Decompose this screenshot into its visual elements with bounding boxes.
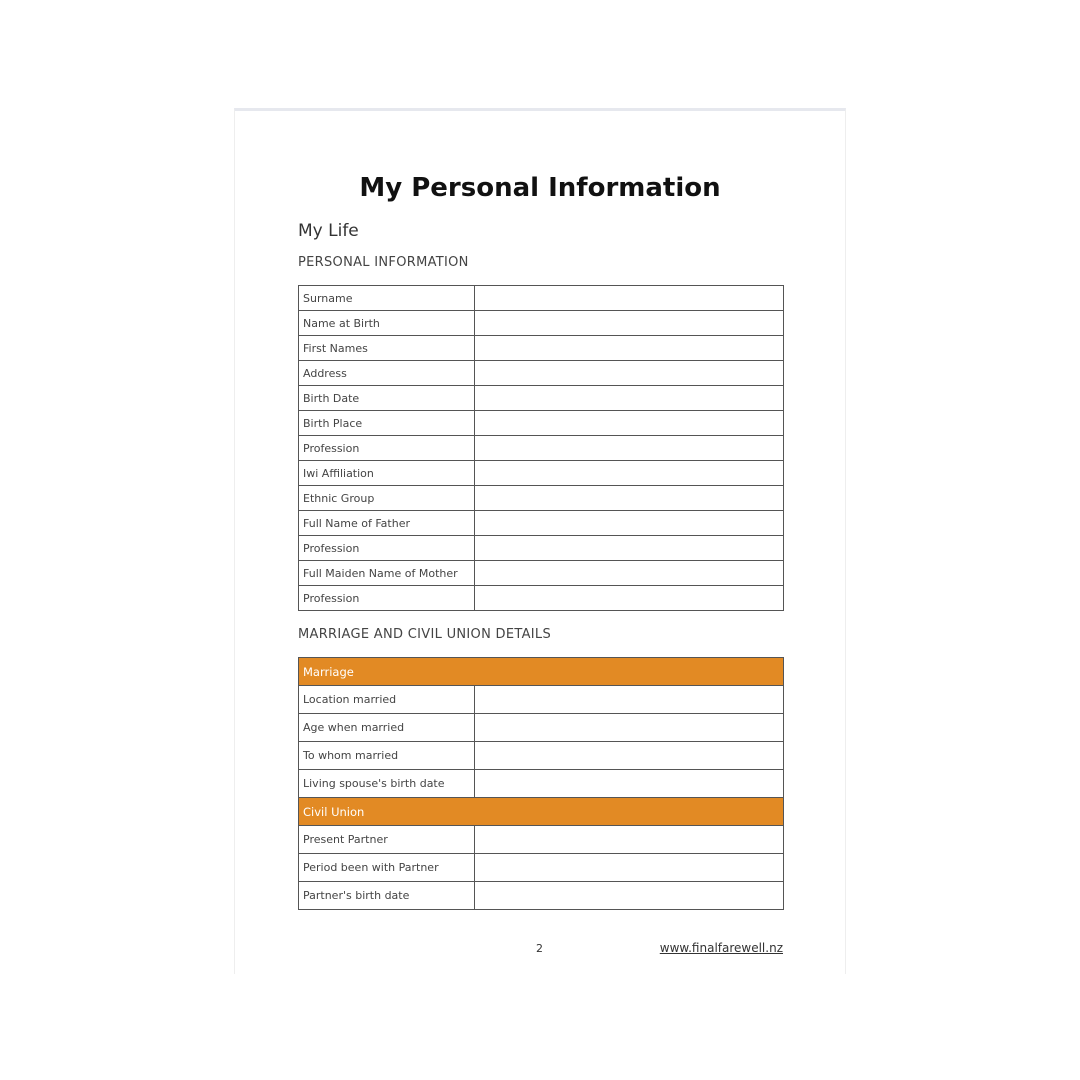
field-input[interactable] [475,486,784,511]
website-link[interactable]: www.finalfarewell.nz [659,941,783,955]
field-input[interactable] [475,386,784,411]
table-row [299,854,784,882]
field-label: Iwi Affiliation [299,461,475,486]
table-row [299,770,784,798]
table-row [299,536,784,561]
marriage-heading: MARRIAGE AND CIVIL UNION DETAILS [298,627,552,642]
field-label: To whom married [299,742,475,770]
field-input[interactable] [475,854,784,882]
field-input[interactable] [475,770,784,798]
field-input[interactable] [475,511,784,536]
field-label: Ethnic Group [299,486,475,511]
civil-union-group-header [299,798,784,826]
field-input[interactable] [475,561,784,586]
field-label: Full Name of Father [299,511,475,536]
field-input[interactable] [475,361,784,386]
document-page [234,108,846,974]
table-row [299,336,784,361]
table-row [299,882,784,910]
field-input[interactable] [475,411,784,436]
table-row [299,361,784,386]
field-input[interactable] [475,286,784,311]
field-input[interactable] [475,742,784,770]
field-label: Name at Birth [299,311,475,336]
field-input[interactable] [475,536,784,561]
field-input[interactable] [475,336,784,361]
table-row [299,461,784,486]
personal-info-heading: PERSONAL INFORMATION [298,255,469,270]
field-label: Location married [299,686,475,714]
field-input[interactable] [475,311,784,336]
personal-info-table [298,285,784,611]
field-input[interactable] [475,436,784,461]
table-row [299,826,784,854]
field-input[interactable] [475,461,784,486]
field-input[interactable] [475,826,784,854]
field-label: Full Maiden Name of Mother [299,561,475,586]
field-label: Present Partner [299,826,475,854]
field-label: Period been with Partner [299,854,475,882]
field-input[interactable] [475,586,784,611]
marriage-group-header [299,658,784,686]
field-label: Birth Date [299,386,475,411]
field-label: Address [299,361,475,386]
field-label: Profession [299,586,475,611]
field-label: Profession [299,536,475,561]
field-label: Profession [299,436,475,461]
marriage-table [298,657,784,910]
table-row [299,286,784,311]
table-row [299,586,784,611]
table-row [299,311,784,336]
field-label: First Names [299,336,475,361]
table-row [299,686,784,714]
field-label: Surname [299,286,475,311]
field-label: Partner's birth date [299,882,475,910]
table-row [299,436,784,461]
table-row [299,386,784,411]
page-number: 2 [536,942,543,955]
page-subtitle: My Life [298,221,359,241]
page-title: My Personal Information [359,173,721,203]
field-input[interactable] [475,714,784,742]
field-label: Living spouse's birth date [299,770,475,798]
field-input[interactable] [475,882,784,910]
table-row [299,486,784,511]
table-row [299,714,784,742]
table-row [299,742,784,770]
table-row [299,511,784,536]
table-row [299,561,784,586]
table-row [299,411,784,436]
field-label: Age when married [299,714,475,742]
field-input[interactable] [475,686,784,714]
group-label: Marriage [299,658,784,686]
field-label: Birth Place [299,411,475,436]
group-label: Civil Union [299,798,784,826]
